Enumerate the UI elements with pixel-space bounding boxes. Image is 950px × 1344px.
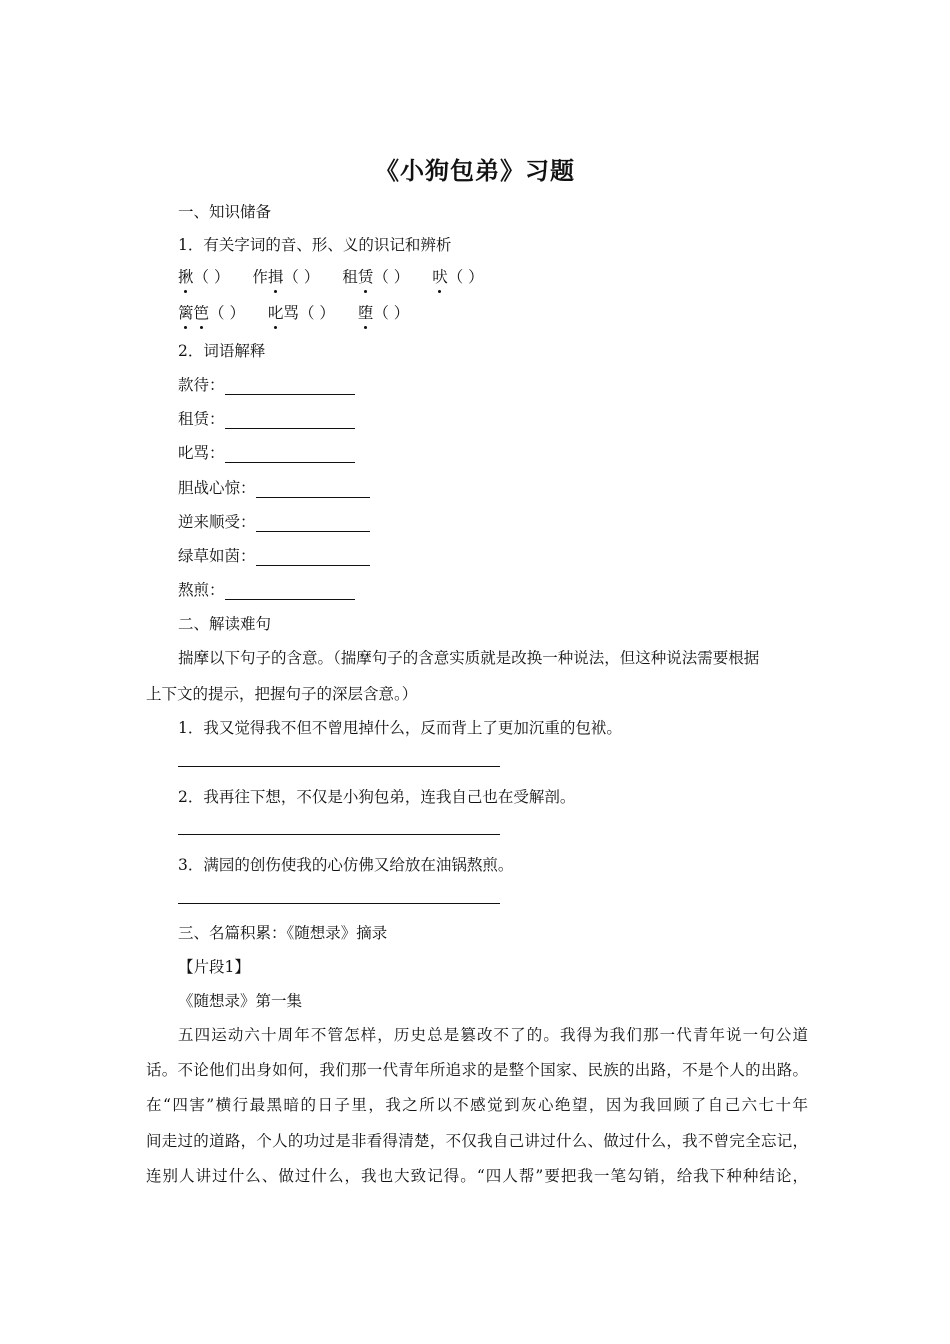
answer-blank[interactable] [225,412,355,429]
char-item-1: 揪（ ） [178,268,229,286]
char-item-5: 篱笆（ ） [178,304,245,322]
answer-blank[interactable] [225,446,355,463]
fragment-label: 【片段1】 [178,958,250,976]
char-item-4: 吠（ ） [432,268,483,286]
char-item-3: 租赁（ ） [342,268,409,286]
answer-blank[interactable] [225,583,355,600]
answer-blank[interactable] [225,378,355,395]
answer-line[interactable] [178,834,500,835]
section2-intro-line2: 上下文的提示，把握句子的深层含意。） [146,685,418,703]
excerpt-line: 五四运动六十周年不管怎样，历史总是篡改不了的。我得为我们那一代青年说一句公道 [178,1026,808,1044]
term-row: 逆来顺受： [178,510,370,532]
question1-label: 1．有关字词的音、形、义的识记和辨析 [178,236,452,254]
excerpt-line: 在“四害”横行最黑暗的日子里，我之所以不感觉到灰心绝望，因为我回顾了自己六七十年 [146,1096,808,1114]
term-row: 绿草如茵： [178,544,370,566]
section3-heading: 三、名篇积累：《随想录》摘录 [178,924,388,942]
sentence-3: 3．满园的创伤使我的心仿佛又给放在油锅熬煎。 [178,856,514,874]
answer-blank[interactable] [256,515,370,532]
excerpt-line: 连别人讲过什么、做过什么，我也大致记得。“四人帮”要把我一笔勾销，给我下种种结论， [146,1167,808,1185]
answer-line[interactable] [178,766,500,767]
pinyin-row-1 [178,265,502,287]
pinyin-row-2 [178,301,427,323]
char-item-7: 堕（ ） [358,304,409,322]
excerpt-line: 话。不论他们出身如何，我们那一代青年所追求的是整个国家、民族的出路，不是个人的出路。 [146,1061,808,1079]
section1-heading: 一、知识储备 [178,203,272,221]
excerpt-line: 间走过的道路，个人的功过是非看得清楚，不仅我自己讲过什么、做过什么，我不曾完全忘记， [146,1132,808,1150]
term-row: 胆战心惊： [178,476,370,498]
section2-heading: 二、解读难句 [178,615,272,633]
section2-intro-line1: 揣摩以下句子的含意。（揣摩句子的含意实质就是改换一种说法，但这种说法需要根据 [178,649,760,667]
excerpt-subtitle: 《随想录》第一集 [178,992,303,1010]
char-item-6: 叱骂（ ） [268,304,335,322]
sentence-2: 2．我再往下想，不仅是小狗包弟，连我自己也在受解剖。 [178,788,576,806]
question2-label: 2．词语解释 [178,342,266,360]
term-row: 款待： [178,373,355,395]
answer-blank[interactable] [256,549,370,566]
term-row: 租赁： [178,407,355,429]
char-item-2: 作揖（ ） [252,268,319,286]
answer-blank[interactable] [256,481,370,498]
term-row: 叱骂： [178,441,355,463]
sentence-1: 1．我又觉得我不但不曾甩掉什么，反而背上了更加沉重的包袱。 [178,719,622,737]
answer-line[interactable] [178,903,500,904]
term-row: 熬煎： [178,578,355,600]
page-title: 《小狗包弟》习题 [375,156,575,185]
